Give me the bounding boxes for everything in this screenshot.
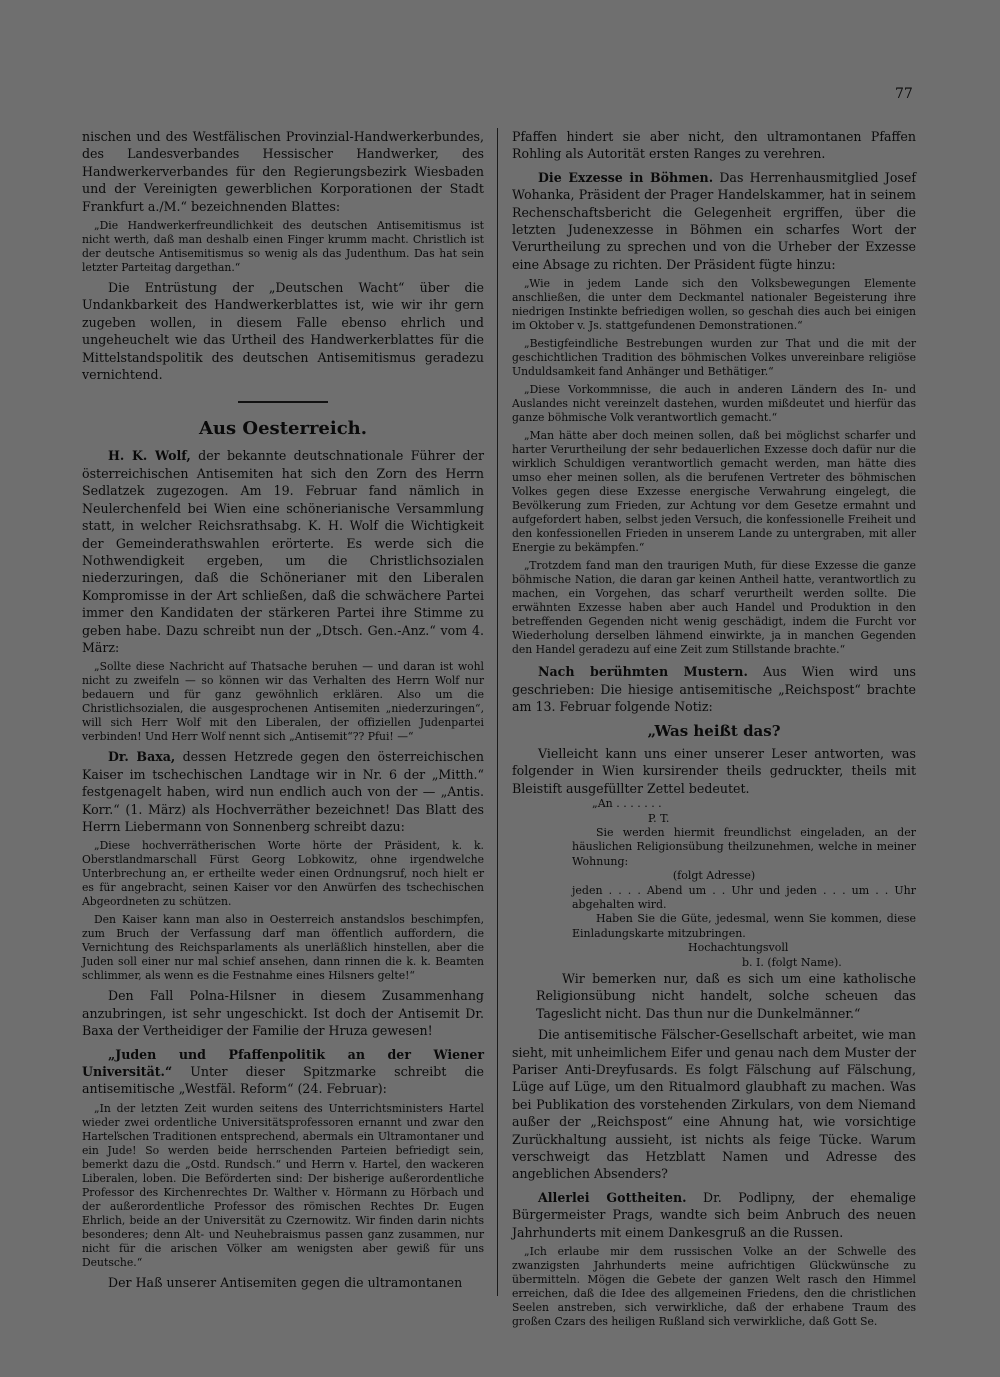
paragraph: Der Haß unserer Antisemiten gegen die ultramontanen: [108, 1274, 463, 1290]
form-line: Haben Sie die Güte, jedesmal, wenn Sie kommen, diese Einladungskarte mitzubringen.: [572, 912, 916, 940]
quote: „Diese Vorkommnisse, die auch in anderen Ländern des In- und Auslandes nicht vereinzelt dastehen, wurden mißdeutet und hierfür das ganze böhmische Volk verantwortlich gemacht.“: [512, 383, 916, 425]
paragraph-head: Allerlei Gottheiten.: [538, 1189, 687, 1205]
paragraph: [512, 1189, 916, 1241]
paragraph: [512, 663, 916, 715]
paragraph: [82, 1046, 484, 1098]
paragraph-text: Dr. Podlipny, der ehemalige Bürgermeister Prags, wandte sich beim Anbruch des neuen Jahrhunderts mit einem Dankesgruß an die Russen.: [512, 1189, 916, 1240]
page-number: 77: [895, 86, 913, 102]
quote: „Wie in jedem Lande sich den Volksbewegungen Elemente anschließen, die unter dem Deckmantel nationaler Begeisterung ihre niedrigen Instinkte befriedigen wollen, so geschah dies auch bei einigen im Oktober v. Js. stattgefundenen Demonstrationen.“: [512, 277, 916, 333]
notice-title: „Was heißt das?: [647, 722, 781, 741]
paragraph-text: Aus Wien wird uns geschrieben: Die hiesige antisemitische „Reichspost“ brachte am 13. Februar folgende Notiz:: [512, 664, 916, 715]
form-line: jeden . . . . Abend um . . Uhr und jeden . . . um . . Uhr abgehalten wird.: [572, 883, 916, 911]
quote: „Ich erlaube mir dem russischen Volke an der Schwelle des zwanzigsten Jahrhunderts meine aufrichtigen Glückwünsche zu übermitteln. Mögen die Gebete der ganzen Welt rasch den Himmel erreichen, daß die Idee des allgemeinen Friedens, den die christlichen Seelen anstreben, sich verwirkliche, daß der erhabene Traum des großen Czars des heiligen Rußland sich verwirkliche, daß Gott Se.: [512, 1245, 916, 1329]
form-line: „An . . . . . . .: [592, 797, 662, 811]
quote: „Diese hochverrätherischen Worte hörte der Präsident, k. k. Oberstlandmarschall Fürst Georg Lobkowitz, ohne irgendwelche Unterbrechung an, er ertheilte weder einen Ordnungsruf, noch hielt er es für angebracht, seinen Kaiser vor den Anwürfen des tschechischen Abgeordneten zu schützen.: [82, 839, 484, 909]
paragraph: Pfaffen hindert sie aber nicht, den ultramontanen Pfaffen Rohling als Autorität ersten Ranges zu verehren.: [512, 129, 916, 162]
quote: „Trotzdem fand man den traurigen Muth, für diese Exzesse die ganze böhmische Nation, die daran gar keinen Antheil hatte, verantwortlich zu machen, ein Vorgehen, das scharf verurtheilt werden sollte. Die erwähnten Exzesse haben aber auch Handel und Produktion in den betreffenden Gegenden nicht wenig geschädigt, indem die Furcht vor Wiederholung derselben lähmend einwirkte, ja in manchen Gegenden den Handel geradezu auf eine Zeit zum Stillstande brachte.“: [512, 559, 916, 657]
paragraph-head: Nach berühmten Mustern.: [538, 664, 748, 680]
paragraph: Vielleicht kann uns einer unserer Leser antworten, was folgender in Wien kursirender theils gedruckter, theils mit Bleistift ausgefüllter Zettel bedeutet.: [512, 745, 916, 796]
paragraph: [82, 447, 484, 656]
column-divider: [497, 128, 498, 1296]
paragraph: [512, 169, 916, 273]
quote: „Bestigfeindliche Bestrebungen wurden zur That und die mit der geschichtlichen Tradition des böhmischen Volkes unvereinbare religiöse Unduldsamkeit fand Anhänger und Bethätiger.“: [512, 337, 916, 379]
paragraph: nischen und des Westfälischen Provinzial-Handwerkerbundes, des Landesverbandes Hessischer Handwerker, des Handwerkerverbandes für den Regierungsbezirk Wiesbaden und der Vereinigten gewerblichen Korporationen der Stadt Frankfurt a./M.“ bezeichnenden Blattes:: [82, 129, 484, 214]
quote: Den Kaiser kann man also in Oesterreich anstandslos beschimpfen, zum Bruch der Verfassung darf man öffentlich auffordern, die Vernichtung des Reichsparlaments als unerläßlich hinstellen, aber die Juden soll einer nur mal schief ansehen, dann rinnen die k. k. Beamten schlimmer, als wenn es die Festnahme eines Hilsners gelte!“: [82, 913, 484, 983]
paragraph-text: Das Herrenhausmitglied Josef Wohanka, Präsident der Prager Handelskammer, hat in seinem Rechenschaftsbericht die Gelegenheit ergriffen, über die letzten Judenexzesse in Böhmen ein scharfes Wort der Verurtheilung zu sprechen und von die Urheber der Exzesse eine Absage zu richten. Der Präsident fügte hinzu:: [512, 169, 917, 272]
quote: „In der letzten Zeit wurden seitens des Unterrichtsministers Hartel wieder zwei ordentliche Universitätsprofessoren ernannt und zwar den Harteľschen Traditionen entsprechend, abermals ein Ultramontaner und ein Jude! So werden beide herrschenden Parteien befriedigt sein, bemerkt dazu die „Ostd. Rundsch.“ und Herrn v. Hartel, den wackeren Liberalen, loben. Die Beförderten sind: Der bisherige außerordentliche Professor des Kirchenrechtes Dr. Walther v. Hörmann zu Hörbach und der außerordentliche Professor des römischen Rechtes Dr. Eugen Ehrlich, beide an der Universität zu Czernowitz. Wir finden darin nichts besonderes; denn Alt- und Neuhebraismus passen ganz zusammen, nur nicht für die arischen Völker am wenigsten aber gewiß für uns Deutsche.“: [82, 1101, 484, 1269]
paragraph: Die Entrüstung der „Deutschen Wacht“ über die Undankbarkeit des Handwerkerblattes ist, wie wir ihr gern zugeben wollen, in diesem Falle ebenso ehrlich und ungeheuchelt wie das Urtheil des Handwerkerblattes für die Mittelstandspolitik des deutschen Antisemitismus geradezu vernichtend.: [82, 280, 484, 383]
paragraph-text: der bekannte deutschnationale Führer der österreichischen Antisemiten hat sich den Zorn des Herrn Sedlatzek zugezogen. Am 19. Februar fand nämlich in Neulerchenfeld bei Wien eine schönerianische Versammlung statt, in welcher Reichsrathsabg. K. H. Wolf die Wichtigkeit der Gemeinderathswahlen erörterte. Es werde sich die Nothwendigkeit ergeben, um die Christlichsozialen niederzuringen, daß die Schönerianer mit den Liberalen Kompromisse in der Art schließen, daß die schwächere Partei immer den Kandidaten der stärkeren Partei ihre Stimme zu geben habe. Dazu schreibt nun der „Dtsch. Gen.-Anz.“ vom 4. März:: [82, 448, 484, 655]
section-title: Aus Oesterreich.: [198, 418, 368, 440]
quote: „Man hätte aber doch meinen sollen, daß bei möglichst scharfer und harter Verurtheilung der sehr bedauerlichen Exzesse doch dafür nur die wirklich Schuldigen verantwortlich gemacht werden, man hätte dies umso eher meinen sollen, als die berufenen Vertreter des böhmischen Volkes gegen diese Exzesse energische Verwahrung eingelegt, die Bevölkerung zum Frieden, zur Achtung vor dem Gesetze ermahnt und aufgefordert haben, selbst jeden Versuch, die konfessionelle Freiheit und den konfessionellen Frieden in unserem Lande zu untergraben, mit aller Energie zu bekämpfen.“: [512, 429, 916, 555]
paragraph-head: Die Exzesse in Böhmen.: [538, 169, 714, 185]
form-line: Sie werden hiermit freundlichst eingeladen, an der häuslichen Religionsübung theilzunehmen, welche in meiner Wohnung:: [572, 825, 916, 868]
left-column: [82, 128, 484, 1291]
quote: „Die Handwerkerfreundlichkeit des deutschen Antisemitismus ist nicht werth, daß man deshalb einen Finger krumm macht. Christlich ist der deutsche Antisemitismus so wenig als das Judenthum. Das hat sein letzter Parteitag dargethan.“: [82, 219, 484, 275]
right-column: [512, 128, 916, 1333]
section-divider: [238, 401, 328, 403]
paragraph: Wir bemerken nur, daß es sich um eine katholische Religionsübung nicht handelt, solche scheuen das Tageslicht nicht. Das thun nur die Dunkelmänner.“: [536, 970, 916, 1021]
form-line: Hochachtungsvoll: [688, 941, 789, 955]
paragraph: Die antisemitische Fälscher-Gesellschaft arbeitet, wie man sieht, mit unheimlichem Eifer und genau nach dem Muster der Pariser Anti-Dreyfusards. Es folgt Fälschung auf Fälschung, Lüge auf Lüge, um den Ritualmord glaubhaft zu machen. Was bei Publikation des vorstehenden Zirkulars, von dem Niemand außer der „Reichspost“ eine Ahnung hat, wie vorsichtige Zurückhaltung aussieht, ist nichts als feige Tücke. Warum verschweigt das Hetzblatt Namen und Adresse des angeblichen Absenders?: [512, 1027, 916, 1182]
paragraph-head: „Juden und Pfaffenpolitik an der Wiener Universität.“: [82, 1046, 484, 1079]
paragraph-head: Dr. Baxa,: [108, 749, 176, 765]
paragraph: Den Fall Polna-Hilsner in diesem Zusammenhang anzubringen, ist sehr ungeschickt. Ist doch der Antisemit Dr. Baxa der Vertheidiger der Familie der Hruza gewesen!: [82, 988, 484, 1039]
paragraph-text: dessen Hetzrede gegen den österreichischen Kaiser im tschechischen Landtage wir in Nr. 6 der „Mitth.“ festgenagelt haben, wird nun endlich auch von der — „Antis. Korr.“ (1. März) als Hochverräther bezeichnet! Das Blatt des Herrn Liebermann von Sonnenberg schreibt dazu:: [82, 749, 484, 834]
form-line: (folgt Adresse): [672, 869, 756, 883]
paragraph-head: H. K. Wolf,: [108, 448, 191, 464]
paragraph-text: Unter dieser Spitzmarke schreibt die antisemitische „Westfäl. Reform“ (24. Februar):: [82, 1064, 484, 1097]
form-line: P. T.: [648, 811, 670, 825]
form-line: b. I. (folgt Name).: [742, 955, 842, 969]
quote: „Sollte diese Nachricht auf Thatsache beruhen — und daran ist wohl nicht zu zweifeln — so können wir das Verhalten des Herrn Wolf nur bedauern und für ganz gewöhnlich erklären. Also um die Christlichsozialen, die ausgesprochenen Antisemiten „niederzuringen“, will sich Herr Wolf mit den Liberalen, der offiziellen Judenpartei verbinden! Und Herr Wolf nennt sich „Antisemit“?? Pfui! —“: [82, 660, 484, 744]
paragraph: [82, 748, 484, 835]
